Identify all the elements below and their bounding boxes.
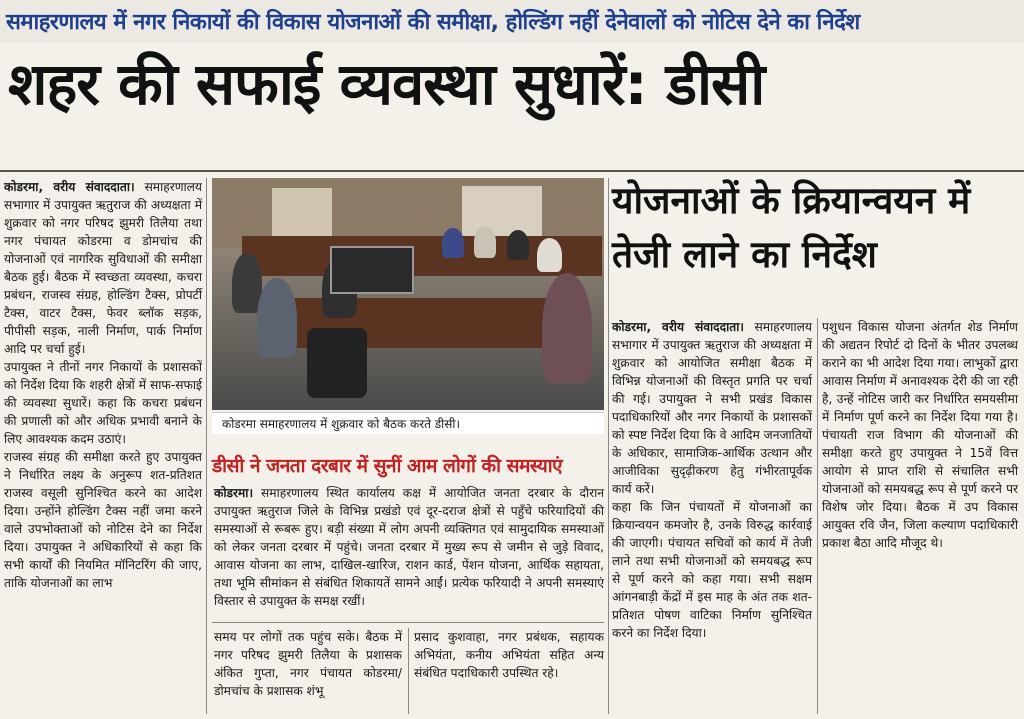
sub-story-headline: डीसी ने जनता दरबार में सुनीं आम लोगों की समस्याएं (212, 455, 563, 477)
sub-story-dateline: कोडरमा। (214, 486, 254, 500)
right-dateline: कोडरमा, वरीय संवाददाता। (612, 320, 744, 334)
column-divider (408, 628, 409, 714)
headline-divider (0, 170, 1024, 172)
mid-bottom-column-b: प्रसाद कुशवाहा, नगर प्रबंधक, सहायक अभियंता, कनीय अभियंता सहित अन्य संबंधित पदाधिकारी उपस्थित रहे। (414, 630, 604, 680)
right-paragraph-1: समाहरणालय सभागार में उपायुक्त ऋतुराज की अध्यक्षता में शुक्रवार को आयोजित समीक्षा बैठक में विभिन्न योजनाओं की विस्तृत प्रगति पर चर्चा की गई। उपायुक्त ने सभी प्रखंड विकास पदाधिकारियों और नगर निकायों के प्रशासकों को स्पष्ट निर्देश दिया कि वे आदिम जनजातियों के अधिकार, सामाजिक-आर्थिक उत्थान और आजीविका सुदृढ़ीकरण हेतु गंभीरतापूर्वक कार्य करें। (612, 320, 812, 496)
kicker-text: समाहरणालय में नगर निकायों की विकास योजनाओं की समीक्षा, होल्डिंग नहीं देनेवालों को नोटिस देने का निर्देश (6, 10, 860, 35)
section-divider (212, 622, 604, 623)
mid-bottom-column-a: समय पर लोगों तक पहुंच सके। बैठक में नगर परिषद झुमरी तिलैया के प्रशासक अंकित गुप्ता, नगर पंचायत कोडरमा/डोमचांच के प्रशासक शंभू (214, 630, 402, 698)
column-divider (206, 178, 207, 714)
kicker-bar (0, 0, 1024, 42)
column-divider (817, 318, 818, 714)
right-story-headline: योजनाओं के क्रियान्वयन में तेजी लाने का निर्देश (612, 179, 971, 276)
right-paragraph-2: कहा कि जिन पंचायतों में योजनाओं का क्रियान्वयन कमजोर है, उनके विरुद्ध कार्रवाई की जाएगी। पंचायत सचिवों को कार्य में तेजी लाने तथा सभी योजनाओं को समयबद्ध रूप से पूर्ण करने को कहा गया। सभी सक्षम आंगनबाड़ी केंद्रों में इस माह के अंत तक शत-प्रतिशत पोषण वाटिका निर्माण सुनिश्चित करने का निर्देश दिया। (612, 500, 812, 640)
meeting-photo (212, 178, 604, 410)
left-paragraph-2: उपायुक्त ने तीनों नगर निकायों के प्रशासकों को निर्देश दिया कि शहरी क्षेत्रों में साफ-सफाई की व्यवस्था सुधारें। कहा कि कचरा प्रबंधन की प्रणाली को और अधिक प्रभावी बनाने के लिए आवश्यक कदम उठाएं। (4, 360, 202, 446)
left-dateline: कोडरमा, वरीय संवाददाता। (4, 180, 135, 194)
photo-caption: कोडरमा समाहरणालय में शुक्रवार को बैठक करते डीसी। (212, 412, 604, 434)
left-column (4, 178, 202, 592)
main-headline: शहर की सफाई व्यवस्था सुधारें: डीसी (8, 50, 765, 118)
sub-story-text: समाहरणालय स्थित कार्यालय कक्ष में आयोजित जनता दरबार के दौरान उपायुक्त ऋतुराज जिले के विभिन्न प्रखंडो एवं दूर-दराज क्षेत्रों से पहुँचे फरियादियों की समस्याओं से रूबरू हुए। बड़ी संख्या में लोग अपनी व्यक्तिगत एवं सामुदायिक समस्याओं को लेकर जनता दरबार में पहुंचे। जनता दरबार में मुख्य रूप से जमीन से जुड़े विवाद, आवास योजना का लाभ, दाखिल-खारिज, राशन कार्ड, पेंशन योजना, आर्थिक सहायता, तथा भूमि सीमांकन से संबंधित शिकायतें सामने आईं। प्रत्येक फरियादी ने अपनी समस्याएं विस्तार से उपायुक्त के समक्ष रखीं। (214, 486, 605, 608)
left-paragraph-3: राजस्व संग्रह की समीक्षा करते हुए उपायुक्त ने निर्धारित लक्ष्य के अनुरूप शत-प्रतिशत राजस्व वसूली सुनिश्चित करने का आदेश दिया। उन्होंने होल्डिंग टैक्स नहीं जमा करने वाले उपभोक्ताओं को नोटिस देने का निर्देश दिया। उपायुक्त ने अधिकारियों से कहा कि सभी कार्यों की नियमित मॉनिटरिंग की जाए, ताकि योजनाओं का लाभ (4, 450, 202, 590)
left-paragraph-1: समाहरणालय सभागार में उपायुक्त ऋतुराज की अध्यक्षता में शुक्रवार को नगर परिषद झुमरी तिलैया तथा नगर पंचायत कोडरमा व डोमचांच की योजनाओं एवं नागरिक सुविधाओं की समीक्षा बैठक हुई। बैठक में स्वच्छता व्यवस्था, कचरा प्रबंधन, राजस्व संग्रह, होल्डिंग टैक्स, प्रोपर्टी टैक्स, वाटर टैक्स, फेवर ब्लॉक सड़क, पीपीसी सड़क, नाली निर्माण, पार्क निर्माण आदि पर चर्चा हुई। (4, 180, 203, 356)
column-divider (608, 178, 609, 714)
right-column-1 (612, 318, 812, 642)
sub-story-body (214, 484, 604, 610)
right-column-2: पशुधन विकास योजना अंतर्गत शेड निर्माण की अद्यतन रिपोर्ट दो दिनों के भीतर उपलब्ध कराने का भी आदेश दिया गया। लाभुकों द्वारा आवास निर्माण में अनावश्यक देरी की जा रही है, उन्हें नोटिस जारी कर निर्धारित समयसीमा में निर्माण पूर्ण करने का निर्देश दिया गया है। पंचायती राज विभाग की योजनाओं की समीक्षा करते हुए उपायुक्त ने 15वें वित्त आयोग से प्राप्त राशि से संचालित सभी योजनाओं को समयबद्ध रूप से पूर्ण करने पर विशेष जोर दिया। बैठक में उप विकास आयुक्त रवि जैन, जिला कल्याण पदाधिकारी प्रकाश बैठा आदि मौजूद थे। (822, 320, 1018, 550)
